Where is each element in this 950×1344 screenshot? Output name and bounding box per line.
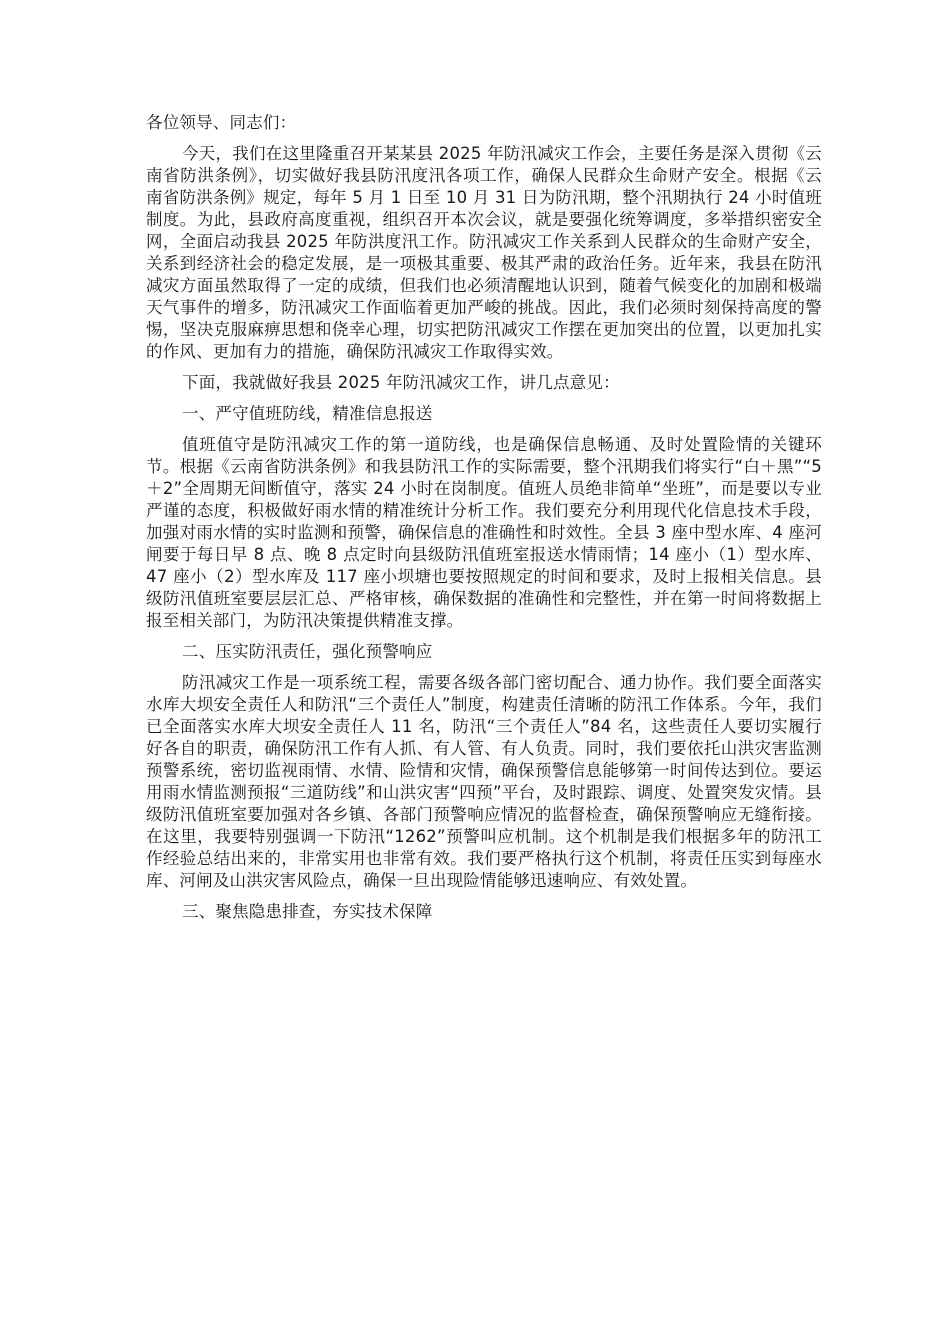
- paragraph-intro: 今天，我们在这里隆重召开某某县 2025 年防汛减灾工作会，主要任务是深入贯彻《云南省防洪条例》，切实做好我县防汛度汛各项工作，确保人民群众生命财产安全。根据《云南省防洪条例》规定，每年 5 月 1 日至 10 月 31 日为防汛期，整个汛期执行 24 小时值班制度。为此，县政府高度重视，组织召开本次会议，就是要强化统筹调度，多举措织密安全网，全面启动我县 2025 年防洪度汛工作。防汛减灾工作关系到人民群众的生命财产安全，关系到经济社会的稳定发展，是一项极其重要、极其严肃的政治任务。近年来，我县在防汛减灾方面虽然取得了一定的成绩，但我们也必须清醒地认识到，随着气候变化的加剧和极端天气事件的增多，防汛减灾工作面临着更加严峻的挑战。因此，我们必须时刻保持高度的警惕，坚决克服麻痹思想和侥幸心理，切实把防汛减灾工作摆在更加突出的位置，以更加扎实的作风、更加有力的措施，确保防汛减灾工作取得实效。: [146, 144, 822, 361]
- paragraph-section-1: 值班值守是防汛减灾工作的第一道防线，也是确保信息畅通、及时处置险情的关键环节。根据《云南省防洪条例》和我县防汛工作的实际需要，整个汛期我们将实行“白＋黑”“5＋2”全周期无间断值守，落实 24 小时在岗制度。值班人员绝非简单“坐班”，而是要以专业严谨的态度，积极做好雨水情的精准统计分析工作。我们要充分利用现代化信息技术手段，加强对雨水情的实时监测和预警，确保信息的准确性和时效性。全县 3 座中型水库、4 座河闸要于每日早 8 点、晚 8 点定时向县级防汛值班室报送水情雨情；14 座小（1）型水库、47 座小（2）型水库及 117 座小坝塘也要按照规定的时间和要求，及时上报相关信息。县级防汛值班室要层层汇总、严格审核，确保数据的准确性和完整性，并在第一时间将数据上报至相关部门，为防汛决策提供精准支撑。: [146, 435, 822, 630]
- section-heading-2: 二、压实防汛责任，强化预警响应: [182, 642, 433, 661]
- salutation: 各位领导、同志们：: [146, 113, 297, 132]
- paragraph-section-2: 防汛减灾工作是一项系统工程，需要各级各部门密切配合、通力协作。我们要全面落实水库大坝安全责任人和防汛“三个责任人”制度，构建责任清晰的防汛工作体系。今年，我们已全面落实水库大坝安全责任人 11 名，防汛“三个责任人”84 名，这些责任人要切实履行好各自的职责，确保防汛工作有人抓、有人管、有人负责。同时，我们要依托山洪灾害监测预警系统，密切监视雨情、水情、险情和灾情，确保预警信息能够第一时间传达到位。要运用雨水情监测预报“三道防线”和山洪灾害“四预”平台，及时跟踪、调度、处置突发灾情。县级防汛值班室要加强对各乡镇、各部门预警响应情况的监督检查，确保预警响应无缝衔接。在这里，我要特别强调一下防汛“1262”预警叫应机制。这个机制是我们根据多年的防汛工作经验总结出来的，非常实用也非常有效。我们要严格执行这个机制，将责任压实到每座水库、河闸及山洪灾害风险点，确保一旦出现险情能够迅速响应、有效处置。: [146, 673, 822, 890]
- paragraph-transition: 下面，我就做好我县 2025 年防汛减灾工作，讲几点意见：: [182, 373, 620, 392]
- section-heading-3: 三、聚焦隐患排查，夯实技术保障: [182, 902, 433, 921]
- document-body: [146, 112, 822, 932]
- section-heading-1: 一、严守值班防线，精准信息报送: [182, 404, 433, 423]
